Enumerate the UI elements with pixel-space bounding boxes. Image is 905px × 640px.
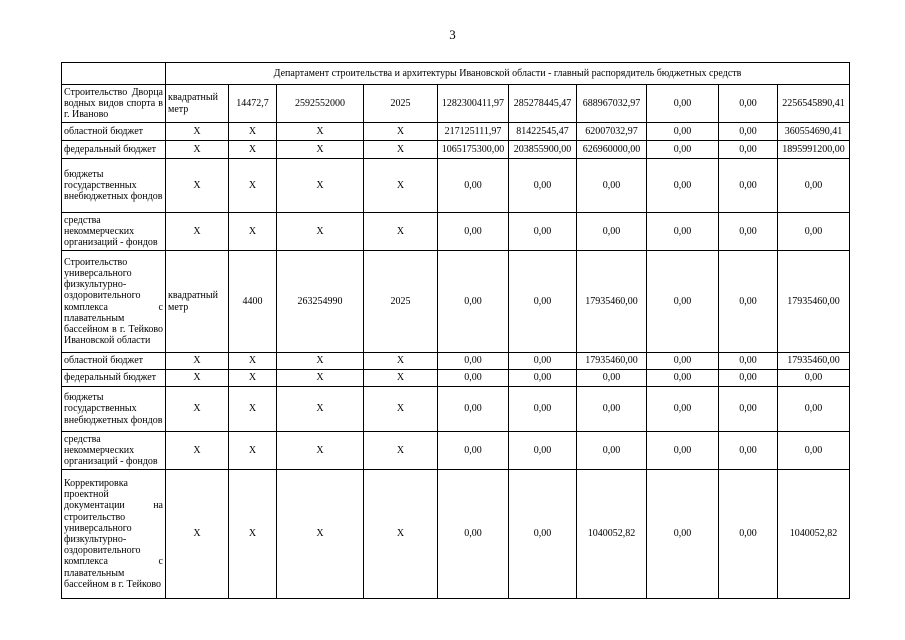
value-cell: X <box>277 353 364 370</box>
value-cell: 626960000,00 <box>577 141 647 159</box>
table-row <box>62 470 850 599</box>
row-label-cell: средства некоммерческих организаций - фондов <box>62 432 166 470</box>
value-cell: 0,00 <box>719 432 778 470</box>
table-row <box>62 159 850 213</box>
value-cell: X <box>364 141 438 159</box>
value-cell: 0,00 <box>719 353 778 370</box>
row-label-cell: областной бюджет <box>62 123 166 141</box>
row-label-cell: средства некоммерческих организаций - фондов <box>62 213 166 251</box>
value-cell: 0,00 <box>577 370 647 387</box>
value-cell: 0,00 <box>647 470 719 599</box>
value-cell: 2025 <box>364 85 438 123</box>
value-cell: X <box>166 370 229 387</box>
value-cell: X <box>364 159 438 213</box>
value-cell: 0,00 <box>509 432 577 470</box>
value-cell: 0,00 <box>438 159 509 213</box>
value-cell: X <box>277 213 364 251</box>
unit-cell: квадратный метр <box>166 85 229 123</box>
value-cell: 81422545,47 <box>509 123 577 141</box>
value-cell: X <box>277 159 364 213</box>
value-cell: X <box>166 141 229 159</box>
value-cell: 2256545890,41 <box>778 85 850 123</box>
table-row <box>62 353 850 370</box>
header-corner-cell <box>62 63 166 85</box>
value-cell: 0,00 <box>509 387 577 432</box>
row-label-cell: Строительство универсального физкультурно-оздоровительного комплекса с плавательным бассейном в г. Тейково Ивановской области <box>62 251 166 353</box>
value-cell: 0,00 <box>647 251 719 353</box>
header-row <box>62 63 850 85</box>
value-cell: X <box>166 123 229 141</box>
value-cell: X <box>166 353 229 370</box>
value-cell: X <box>229 470 277 599</box>
value-cell: 1282300411,97 <box>438 85 509 123</box>
value-cell: 0,00 <box>509 353 577 370</box>
value-cell: 4400 <box>229 251 277 353</box>
row-label-cell: областной бюджет <box>62 353 166 370</box>
table-row <box>62 213 850 251</box>
table-row <box>62 370 850 387</box>
value-cell: 0,00 <box>719 141 778 159</box>
value-cell: X <box>166 213 229 251</box>
value-cell: 217125111,97 <box>438 123 509 141</box>
value-cell: 1065175300,00 <box>438 141 509 159</box>
value-cell: 0,00 <box>647 387 719 432</box>
value-cell: 0,00 <box>509 159 577 213</box>
value-cell: 0,00 <box>778 432 850 470</box>
value-cell: 0,00 <box>719 123 778 141</box>
value-cell: 0,00 <box>438 370 509 387</box>
value-cell: 0,00 <box>647 141 719 159</box>
value-cell: X <box>229 353 277 370</box>
value-cell: 0,00 <box>647 370 719 387</box>
value-cell: 0,00 <box>577 159 647 213</box>
value-cell: X <box>277 141 364 159</box>
value-cell: 688967032,97 <box>577 85 647 123</box>
table-row <box>62 251 850 353</box>
value-cell: X <box>364 387 438 432</box>
value-cell: X <box>277 370 364 387</box>
value-cell: 17935460,00 <box>778 251 850 353</box>
value-cell: 0,00 <box>719 213 778 251</box>
table-row <box>62 85 850 123</box>
value-cell: 0,00 <box>719 387 778 432</box>
value-cell: X <box>364 432 438 470</box>
value-cell: 0,00 <box>778 387 850 432</box>
table-row <box>62 123 850 141</box>
value-cell: X <box>277 470 364 599</box>
value-cell: X <box>364 470 438 599</box>
value-cell: 0,00 <box>647 213 719 251</box>
value-cell: 0,00 <box>438 470 509 599</box>
table-body <box>62 85 850 599</box>
value-cell: X <box>229 432 277 470</box>
value-cell: 263254990 <box>277 251 364 353</box>
value-cell: 285278445,47 <box>509 85 577 123</box>
value-cell: X <box>229 213 277 251</box>
value-cell: 0,00 <box>509 213 577 251</box>
value-cell: 0,00 <box>577 387 647 432</box>
table-row <box>62 432 850 470</box>
value-cell: 0,00 <box>438 432 509 470</box>
value-cell: 0,00 <box>647 123 719 141</box>
value-cell: 17935460,00 <box>577 353 647 370</box>
value-cell: X <box>364 123 438 141</box>
value-cell: X <box>229 370 277 387</box>
value-cell: 0,00 <box>719 159 778 213</box>
value-cell: 360554690,41 <box>778 123 850 141</box>
table-row <box>62 141 850 159</box>
value-cell: 0,00 <box>438 251 509 353</box>
value-cell: 0,00 <box>438 213 509 251</box>
value-cell: 0,00 <box>719 470 778 599</box>
value-cell: 0,00 <box>577 432 647 470</box>
value-cell: X <box>166 387 229 432</box>
row-label-cell: бюджеты государственных внебюджетных фондов <box>62 159 166 213</box>
value-cell: X <box>277 432 364 470</box>
page-number: 3 <box>449 27 456 42</box>
budget-table <box>61 62 850 599</box>
value-cell: 0,00 <box>719 251 778 353</box>
value-cell: X <box>166 470 229 599</box>
value-cell: 0,00 <box>647 159 719 213</box>
value-cell: 0,00 <box>647 85 719 123</box>
value-cell: X <box>229 387 277 432</box>
value-cell: X <box>229 141 277 159</box>
value-cell: X <box>277 123 364 141</box>
value-cell: 0,00 <box>438 353 509 370</box>
row-label-cell: Корректировка проектной документации на строительство универсального физкультурно-оздоровительного комплекса с плавательным бассейном в г. Тейково <box>62 470 166 599</box>
value-cell: 1040052,82 <box>577 470 647 599</box>
row-label-cell: федеральный бюджет <box>62 370 166 387</box>
value-cell: X <box>364 370 438 387</box>
header-department-cell: Департамент строительства и архитектуры Ивановской области - главный распорядитель бюджетных средств <box>166 63 850 85</box>
value-cell: 0,00 <box>719 85 778 123</box>
row-label-cell: бюджеты государственных внебюджетных фондов <box>62 387 166 432</box>
value-cell: 0,00 <box>509 470 577 599</box>
value-cell: 0,00 <box>647 432 719 470</box>
value-cell: 203855900,00 <box>509 141 577 159</box>
value-cell: 0,00 <box>778 370 850 387</box>
value-cell: 1895991200,00 <box>778 141 850 159</box>
row-label-cell: федеральный бюджет <box>62 141 166 159</box>
value-cell: 0,00 <box>647 353 719 370</box>
value-cell: X <box>364 213 438 251</box>
value-cell: 0,00 <box>719 370 778 387</box>
value-cell: X <box>166 432 229 470</box>
value-cell: 2592552000 <box>277 85 364 123</box>
table-row <box>62 387 850 432</box>
value-cell: 0,00 <box>778 213 850 251</box>
value-cell: X <box>364 353 438 370</box>
value-cell: 17935460,00 <box>778 353 850 370</box>
unit-cell: квадратный метр <box>166 251 229 353</box>
value-cell: 2025 <box>364 251 438 353</box>
value-cell: 0,00 <box>577 213 647 251</box>
value-cell: X <box>229 159 277 213</box>
value-cell: 14472,7 <box>229 85 277 123</box>
table-header <box>62 63 850 85</box>
value-cell: X <box>166 159 229 213</box>
value-cell: 1040052,82 <box>778 470 850 599</box>
row-label-cell: Строительство Дворца водных видов спорта в г. Иваново <box>62 85 166 123</box>
value-cell: X <box>277 387 364 432</box>
value-cell: 0,00 <box>509 251 577 353</box>
value-cell: 0,00 <box>438 387 509 432</box>
value-cell: X <box>229 123 277 141</box>
value-cell: 17935460,00 <box>577 251 647 353</box>
value-cell: 0,00 <box>778 159 850 213</box>
value-cell: 62007032,97 <box>577 123 647 141</box>
value-cell: 0,00 <box>509 370 577 387</box>
